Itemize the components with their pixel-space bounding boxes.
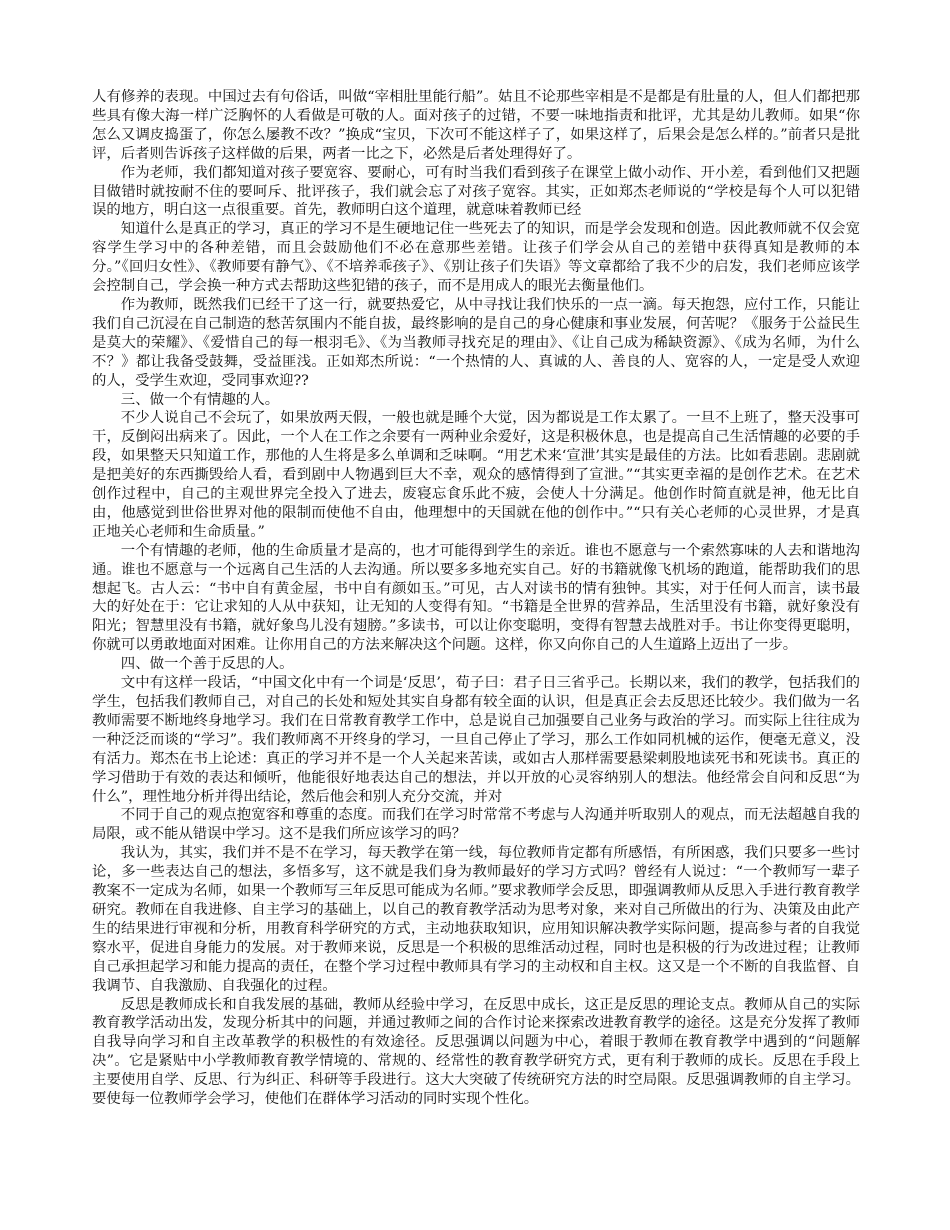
paragraph: 作为教师，既然我们已经干了这一行，就要热爱它，从中寻找让我们快乐的一点一滴。每天抱怨，应付工作，只能让我们自己沉浸在自己制造的愁苦氛围内不能自拔，最终影响的是自己的身心健康和事业发展，何苦呢？《服务于公益民生是莫大的荣耀》、《爱惜自己的每一根羽毛》、《为当教师寻找充足的理由》、《让自己成为稀缺资源》、《成为名师，为什么不？》都让我备受鼓舞，受益匪浅。正如郑杰所说：“一个热情的人、真诚的人、善良的人、宽容的人，一定是受人欢迎的人，受学生欢迎，受同事欢迎?? [92, 296, 860, 389]
section-heading: 三、做一个有情趣的人。 [120, 391, 280, 408]
document-body [92, 88, 860, 1109]
paragraph: 反思是教师成长和自我发展的基础，教师从经验中学习，在反思中成长，这正是反思的理论支点。教师从自己的实际教育教学活动出发，发现分析其中的问题，并通过教师之间的合作讨论来探索改进教育教学的途径。这是充分发挥了教师自我导向学习和自主改革教学的积极性的有效途径。反思强调以问题为中心，着眼于教师在教育教学中遇到的“问题解决”。它是紧贴中小学教师教育教学情境的、常规的、经常性的教育教学研究方式，更有利于教师的成长。反思在手段上主要使用自学、反思、行为纠正、科研等手段进行。这大大突破了传统研究方法的时空局限。反思强调教师的自主学习。要使每一位教师学会学习，使他们在群体学习活动的同时实现个性化。 [92, 996, 860, 1108]
paragraph: 文中有这样一段话，“中国文化中有一个词是‘反思’，荀子曰：君子日三省乎己。长期以来，我们的教学，包括我们的学生，包括我们教师自己，对自己的长处和短处其实自身都有较全面的认识，但是真正会去反思还比较少。我们做为一名教师需要不断地终身地学习。我们在日常教育教学工作中，总是说自己加强要自己业务与政治的学习。而实际上往往成为一种泛泛而谈的“学习”。我们教师离不开终身的学习，一旦自己停止了学习，那么工作如同机械的运作，便毫无意义，没有活力。郑杰在书上论述：真正的学习并不是一个人关起来苦读，或如古人那样需要悬梁刺股地读死书和死读书。真正的学习借助于有效的表达和倾听，他能很好地表达自己的想法，并以开放的心灵容纳别人的想法。他经常会自问和反思“为什么”，理性地分析并得出结论，然后他会和别人充分交流，并对 [92, 675, 860, 805]
paragraph: 人有修养的表现。中国过去有句俗话，叫做“宰相肚里能行船”。姑且不论那些宰相是不是都是有肚量的人，但人们都把那些具有像大海一样广泛胸怀的人看做是可敬的人。面对孩子的过错，不要一味地指责和批评，尤其是幼儿教师。如果“你怎么又调皮捣蛋了，你怎么屡教不改？”换成“宝贝，下次可不能这样子了，如果这样了，后果会是怎么样的。”前者只是批评，后者则告诉孩子这样做的后果，两者一比之下，必然是后者处理得好了。 [92, 89, 860, 162]
paragraph: 不同于自己的观点抱宽容和尊重的态度。而我们在学习时常常不考虑与人沟通并听取别人的观点，而无法超越自我的局限，或不能从错误中学习。这不是我们所应该学习的吗？ [92, 807, 860, 843]
paragraph: 作为老师，我们都知道对孩子要宽容、要耐心，可有时当我们看到孩子在课堂上做小动作、开小差，看到他们又把题目做错时就按耐不住的要呵斥、批评孩子，我们就会忘了对孩子宽容。其实，正如郑杰老师说的“学校是每个人可以犯错误的地方，明白这一点很重要。首先，教师明白这个道理，就意味着教师已经 [92, 164, 860, 219]
paragraph: 不少人说自己不会玩了，如果放两天假，一般也就是睡个大觉，因为都说是工作太累了。一旦不上班了，整天没事可干，反倒闷出病来了。因此，一个人在工作之余要有一两种业余爱好，这是积极休息，也是提高自己生活情趣的必要的手段，如果整天只知道工作，那他的人生将是多么单调和乏味啊。“用艺术来‘宣泄’其实是最佳的方法。比如看悲剧。悲剧就是把美好的东西撕毁给人看，看到剧中人物遇到巨大不幸，观众的感情得到了宣泄。”“其实更幸福的是创作艺术。在艺术创作过程中，自己的主观世界完全投入了进去，废寝忘食乐此不疲，会使人十分满足。他创作时简直就是神，他无比自由，他感觉到世俗世界对他的限制而使他不自由，他理想中的天国就在他的创作中。”“只有关心老师的心灵世界，才是真正地关心老师和生命质量。” [92, 410, 860, 540]
paragraph: 我认为，其实，我们并不是不在学习，每天教学在第一线，每位教师肯定都有所感悟，有所困惑，我们只要多一些讨论，多一些表达自己的想法，多悟多写，这不就是我们身为教师最好的学习方式吗？曾经有人说过：“一个教师写一辈子教案不一定成为名师，如果一个教师写三年反思可能成为名师。”要求教师学会反思，即强调教师从反思入手进行教育教学研究。教师在自我进修、自主学习的基础上，以自己的教育教学活动为思考对象，来对自己所做出的行为、决策及由此产生的结果进行审视和分析，用教育科学研究的方式，主动地获取知识，应用知识解决教学实际问题，提高参与者的自我觉察水平，促进自身能力的发展。对于教师来说，反思是一个积极的思维活动过程，同时也是积极的行为改进过程；让教师自己承担起学习和能力提高的责任，在整个学习过程中教师具有学习的主动权和自主权。这又是一个不断的自我监督、自我调节、自我激励、自我强化的过程。 [92, 845, 860, 994]
paragraph: 知道什么是真正的学习，真正的学习不是生硬地记住一些死去了的知识，而是学会发现和创造。因此教师就不仅会宽容学生学习中的各种差错，而且会鼓励他们不必在意那些差错。让孩子们学会从自己的差错中获得真知是教师的本分。”《回归女性》、《教师要有静气》、《不培养乖孩子》、《别让孩子们失语》等文章都给了我不少的启发，我们老师应该学会控制自己，学会换一种方式去帮助这些犯错的孩子，而不是用成人的眼光去衡量他们。 [92, 221, 860, 295]
paragraph: 一个有情趣的老师，他的生命质量才是高的，也才可能得到学生的亲近。谁也不愿意与一个索然寡味的人去和谐地沟通。谁也不愿意与一个远离自己生活的人去沟通。所以要多多地充实自己。好的书籍就像飞机场的跑道，能帮助我们的思想起飞。古人云：“书中自有黄金屋，书中自有颜如玉。”可见，古人对读书的情有独钟。其实，对于任何人而言，读书最大的好处在于：它让求知的人从中获知，让无知的人变得有知。“书籍是全世界的营养品，生活里没有书籍，就好象没有阳光；智慧里没有书籍，就好象鸟儿没有翅膀。”多读书，可以让你变聪明，变得有智慧去战胜对手。书让你变得更聪明，你就可以勇敢地面对困难。让你用自己的方法来解决这个问题。这样，你又向你自己的人生道路上迈出了一步。 [92, 542, 860, 654]
section-heading: 四、做一个善于反思的人。 [120, 656, 294, 673]
